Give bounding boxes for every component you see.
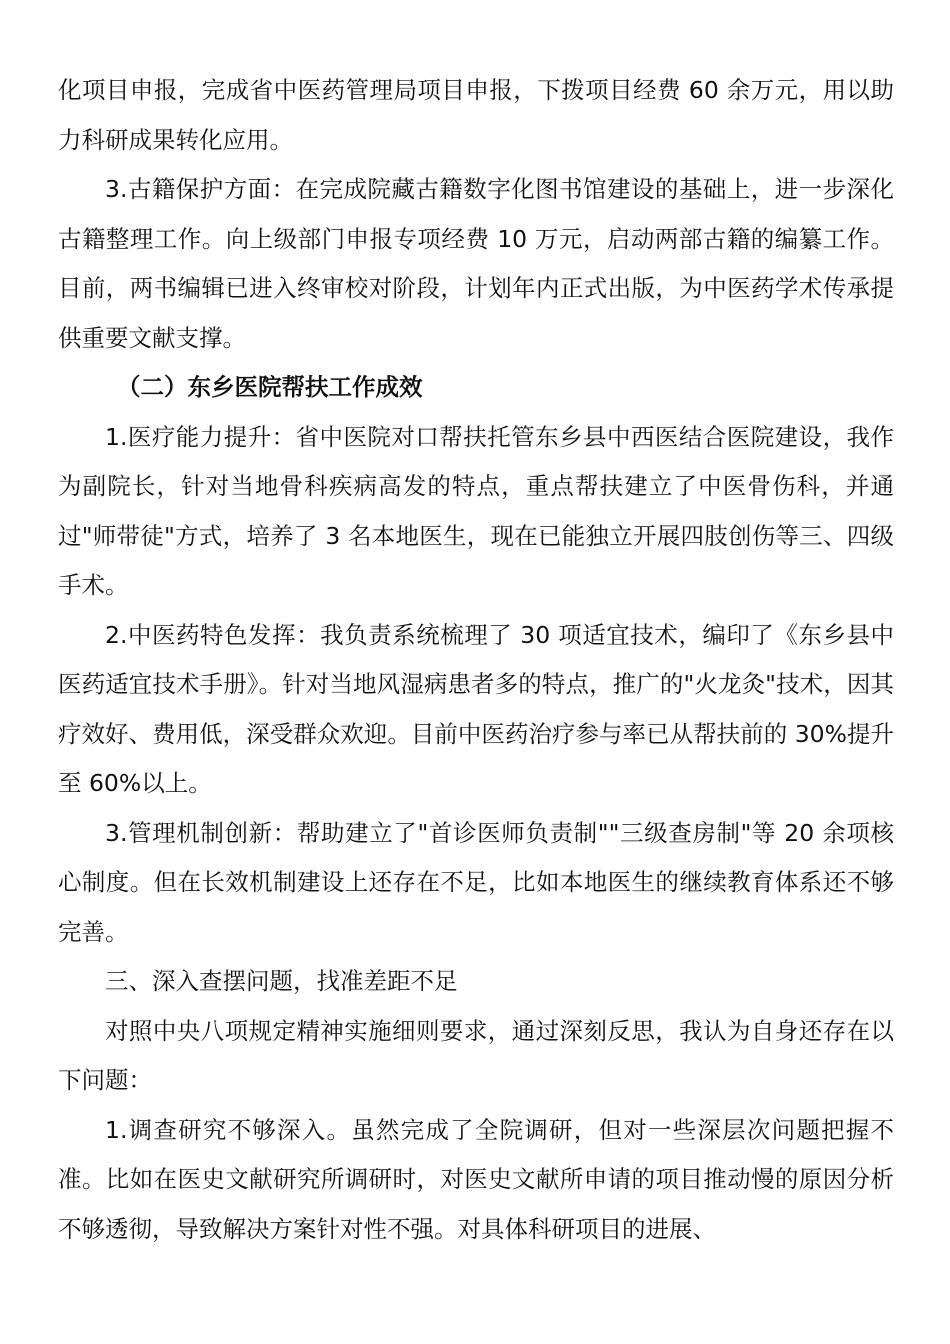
subheading-dongxiang: （二）东乡医院帮扶工作成效: [117, 373, 423, 401]
paragraph-reflection: 对照中央八项规定精神实施细则要求，通过深刻反思，我认为自身还存在以下问题：: [58, 1016, 894, 1094]
paragraph-management: 3.管理机制创新：帮助建立了"首诊医师负责制""三级查房制"等 20 余项核心制度。但在长效机制建设上还存在不足，比如本地医生的继续教育体系还不够完善。: [58, 818, 894, 946]
document-page: [58, 66, 894, 1254]
paragraph-tcm-features: 2.中医药特色发挥：我负责系统梳理了 30 项适宜技术，编印了《东乡县中医药适宜技术手册》。针对当地风湿病患者多的特点，推广的"火龙灸"技术，因其疗效好、费用低，深受群众欢迎。目前中医药治疗参与率已从帮扶前的 30%提升至 60%以上。: [58, 620, 894, 797]
paragraph-ancient-books: 3.古籍保护方面：在完成院藏古籍数字化图书馆建设的基础上，进一步深化古籍整理工作。向上级部门申报专项经费 10 万元，启动两部古籍的编纂工作。目前，两书编辑已进入终审校对阶段，计划年内正式出版，为中医药学术传承提供重要文献支撑。: [58, 175, 894, 352]
paragraph-medical-capacity: 1.医疗能力提升：省中医院对口帮扶托管东乡县中西医结合医院建设，我作为副院长，针对当地骨科疾病高发的特点，重点帮扶建立了中医骨伤科，并通过"师带徒"方式，培养了 3 名本地医生，现在已能独立开展四肢创伤等三、四级手术。: [58, 422, 894, 599]
paragraph-investigation: 1.调查研究不够深入。虽然完成了全院调研，但对一些深层次问题把握不准。比如在医史文献研究所调研时，对医史文献所申请的项目推动慢的原因分析不够透彻，导致解决方案针对性不强。对具体科研项目的进展、: [58, 1115, 894, 1243]
paragraph-continuation: 化项目申报，完成省中医药管理局项目申报，下拨项目经费 60 余万元，用以助力科研成果转化应用。: [58, 76, 894, 154]
section-heading-problems: 三、深入查摆问题，找准差距不足: [105, 967, 458, 995]
